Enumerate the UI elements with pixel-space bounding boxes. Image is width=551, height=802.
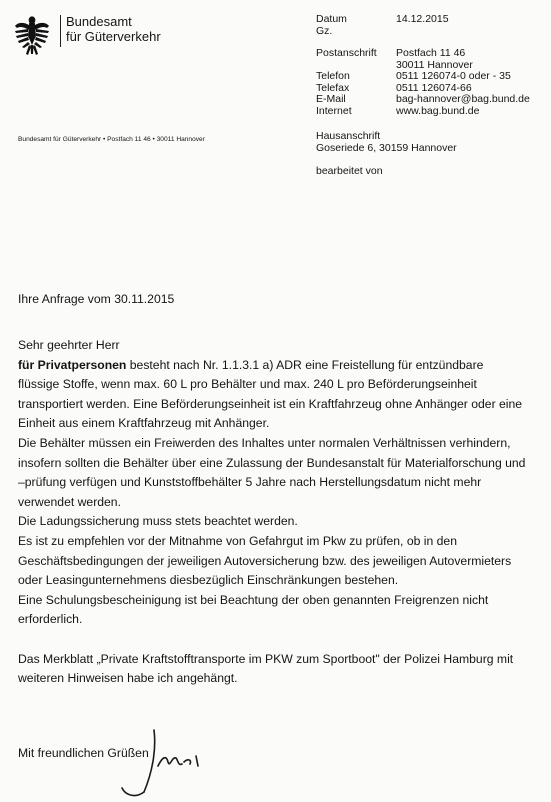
letterhead-divider [60, 15, 61, 47]
paragraph-line: –prüfung verfügen und Kunststoffbehälter 5 Jahre nach Herstellungsdatum nicht mehr [18, 475, 482, 490]
paragraph-line: verwendet werden. [18, 494, 121, 509]
letter-metadata [316, 14, 546, 117]
fax-label: Telefax [316, 81, 350, 94]
paragraph-line [18, 356, 546, 376]
phone-label: Telefon [316, 70, 350, 82]
paragraph-line: flüssige Stoffe, wenn max. 60 L pro Behälter und max. 240 L pro Beförderungseinheit [18, 377, 477, 392]
paragraph-line: Geschäftsbedingungen der jeweiligen Autoversicherung bzw. des jeweiligen Autovermieters [18, 553, 512, 568]
postal-address-line2: 30011 Hannover [396, 58, 473, 71]
federal-eagle-icon [14, 14, 50, 58]
date-label: Datum [316, 13, 347, 25]
paragraph-line: Einheit aus einem Kraftfahrzeug mit Anhänger. [18, 416, 270, 431]
street-address [316, 130, 457, 154]
paragraph-line: Eine Schulungsbescheinigung ist bei Beachtung der oben genannten Freigrenzen nicht [18, 592, 489, 607]
paragraph-line: weiteren Hinweisen habe ich angehängt. [18, 671, 238, 686]
closing-formula: Mit freundlichen Grüßen [18, 746, 149, 760]
paragraph-line: Das Merkblatt „Private Kraftstofftransporte im PKW zum Sportboot" der Polizei Hamburg mit [18, 651, 514, 666]
website-value: www.bag.bund.de [396, 104, 480, 117]
paragraph-line: oder Leasingunternehmens diesbezüglich Einschränkungen bestehen. [18, 573, 399, 588]
handwritten-signature [96, 722, 236, 802]
email-value: bag-hannover@bag.bund.de [396, 93, 530, 105]
authority-name-line2: für Güterverkehr [66, 29, 161, 44]
paragraph-line: insofern sollten die Behälter über eine Zulassung der Bundesanstalt für Materialforschung und [18, 455, 526, 470]
postal-address-line1: Postfach 11 46 [396, 47, 466, 59]
authority-name-line1: Bundesamt [66, 14, 132, 29]
return-address: Bundesamt für Güterverkehr • Postfach 11 46 • 30011 Hannover [18, 136, 205, 143]
paragraph-line: Es ist zu empfehlen vor der Mitnahme von Gefahrgut im Pkw zu prüfen, ob in den [18, 533, 457, 548]
street-address-value: Goseriede 6, 30159 Hannover [316, 142, 457, 154]
paragraph-line: transportiert werden. Eine Beförderungseinheit ist ein Kraftfahrzeug ohne Anhänger oder eine [18, 396, 523, 411]
paragraph-line: Die Behälter müssen ein Freiwerden des Inhaltes unter normalen Verhältnissen verhindern, [18, 435, 511, 450]
email-label: E-Mail [316, 93, 346, 105]
letter-body [18, 336, 546, 689]
paragraph-line: erforderlich. [18, 612, 83, 627]
postal-address-label: Postanschrift [316, 47, 377, 59]
edited-by-label: bearbeitet von [316, 165, 383, 177]
website-label: Internet [316, 104, 352, 117]
salutation: Sehr geehrter Herr [18, 338, 120, 352]
subject-line: Ihre Anfrage vom 30.11.2015 [18, 292, 175, 306]
emphasis-text: für Privatpersonen [18, 357, 127, 372]
street-address-label: Hausanschrift [316, 130, 381, 142]
authority-name [66, 14, 161, 44]
reference-label: Gz. [316, 24, 333, 37]
phone-value: 0511 126074-0 oder - 35 [396, 70, 511, 82]
date-value: 14.12.2015 [396, 13, 449, 25]
fax-value: 0511 126074-66 [396, 81, 472, 94]
paragraph-text: besteht nach Nr. 1.1.3.1 a) ADR eine Freistellung für entzündbare [126, 357, 484, 372]
paragraph-line: Die Ladungssicherung muss stets beachtet werden. [18, 514, 298, 529]
